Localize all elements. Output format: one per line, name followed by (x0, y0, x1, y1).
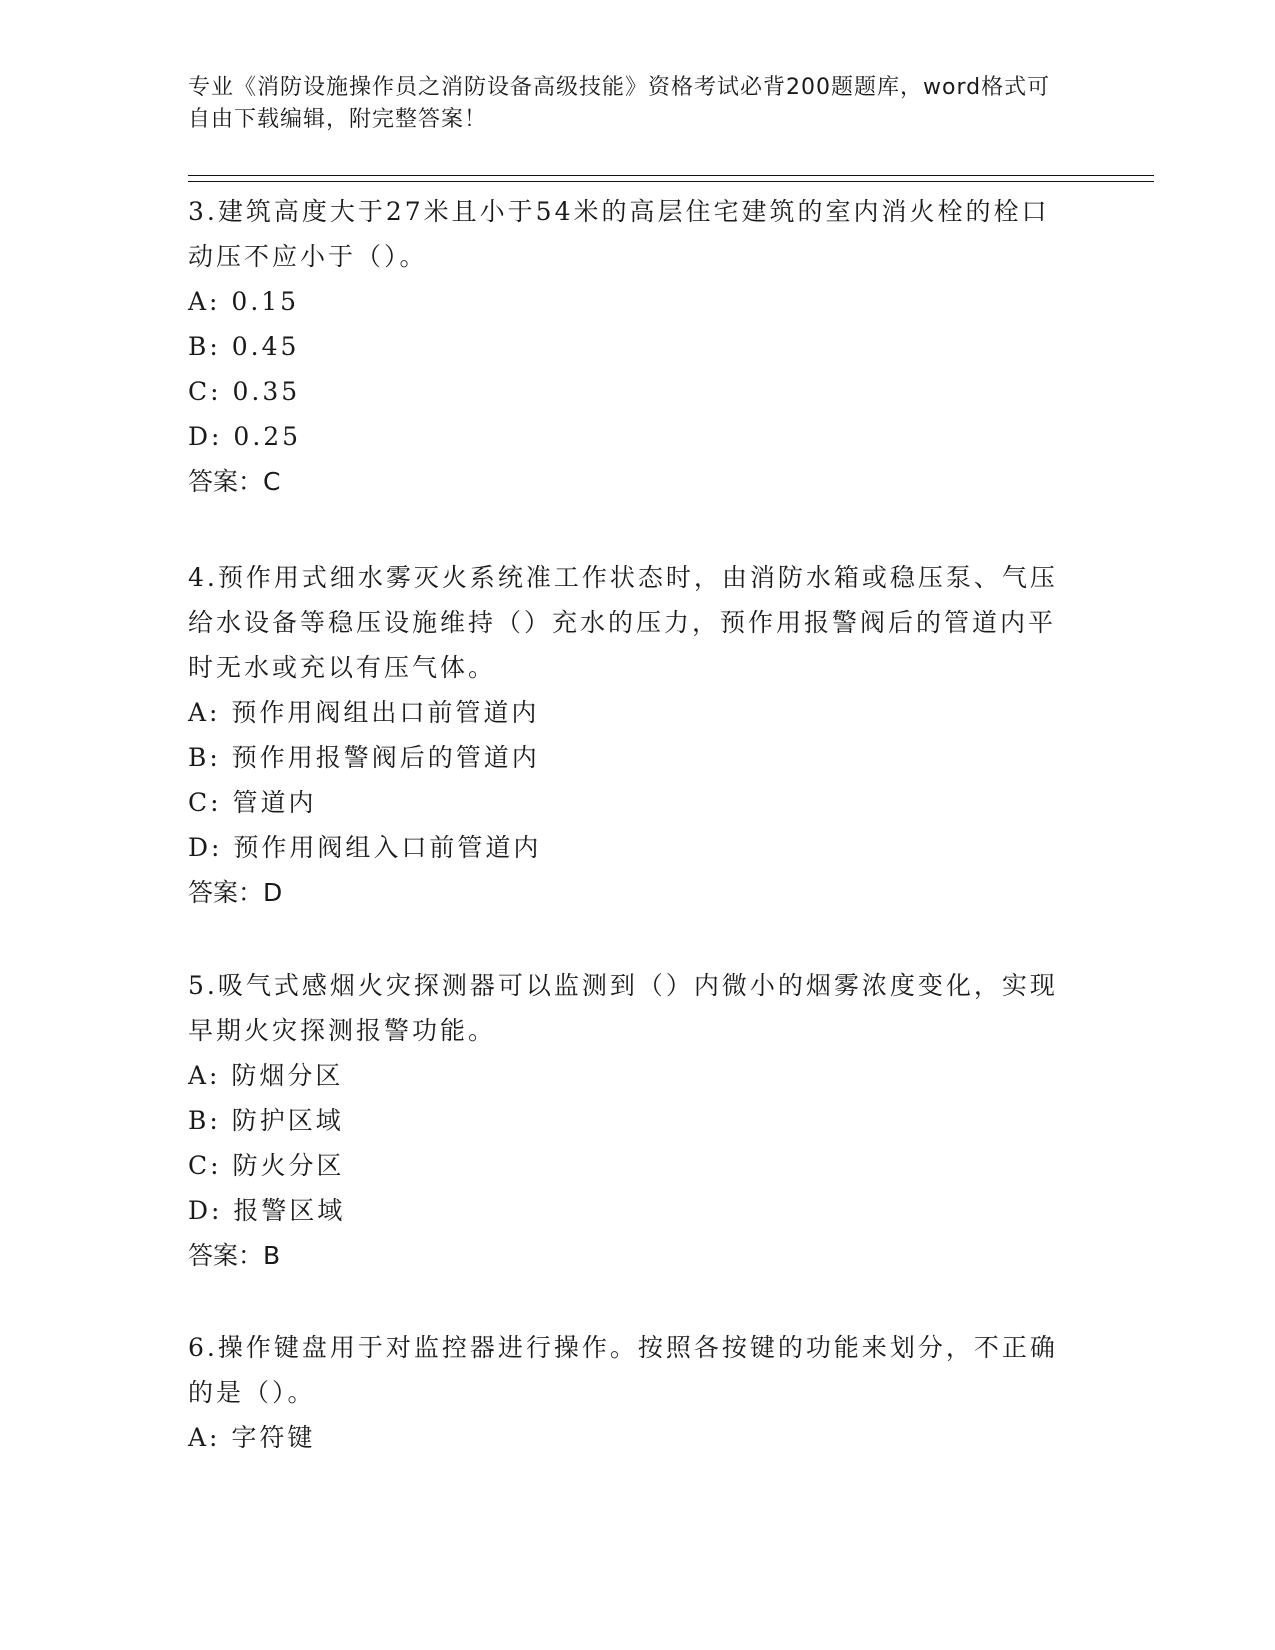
option-b: B: 预作用报警阀后的管道内 (188, 743, 540, 772)
question-stem: 4.预作用式细水雾灭火系统准工作状态时，由消防水箱或稳压泵、气压给水设备等稳压设施维持（）充水的压力，预作用报警阀后的管道内平时无水或充以有压气体。 (188, 563, 1058, 682)
option-a: A: 防烟分区 (188, 1061, 344, 1090)
question-stem: 6.操作键盘用于对监控器进行操作。按照各按键的功能来划分，不正确的是（）。 (188, 1333, 1058, 1407)
question-stem: 5.吸气式感烟火灾探测器可以监测到（）内微小的烟雾浓度变化，实现早期火灾探测报警功能。 (188, 971, 1058, 1045)
answer: 答案：C (188, 467, 281, 496)
option-d: D: 预作用阀组入口前管道内 (188, 833, 542, 862)
question-5 (188, 963, 1068, 1278)
option-d: D: 0.25 (188, 422, 302, 451)
question-6 (188, 1325, 1068, 1460)
question-3 (188, 189, 1068, 504)
header-divider-top (188, 175, 1154, 176)
option-b: B: 0.45 (188, 332, 300, 361)
option-c: C: 0.35 (188, 377, 301, 406)
option-d: D: 报警区域 (188, 1196, 346, 1225)
answer: 答案：B (188, 1241, 281, 1270)
header-divider-bottom (188, 181, 1154, 182)
document-header: 专业《消防设施操作员之消防设备高级技能》资格考试必背200题题库，word格式可自由下载编辑，附完整答案！ (188, 75, 1051, 132)
option-a: A: 0.15 (188, 287, 300, 316)
option-b: B: 防护区域 (188, 1106, 344, 1135)
option-c: C: 管道内 (188, 788, 317, 817)
question-stem: 3.建筑高度大于27米且小于54米的高层住宅建筑的室内消火栓的栓口动压不应小于（）。 (188, 197, 1050, 271)
answer: 答案：D (188, 878, 283, 907)
question-4 (188, 555, 1068, 915)
option-a: A: 预作用阀组出口前管道内 (188, 698, 540, 727)
option-a: A: 字符键 (188, 1423, 316, 1452)
option-c: C: 防火分区 (188, 1151, 345, 1180)
